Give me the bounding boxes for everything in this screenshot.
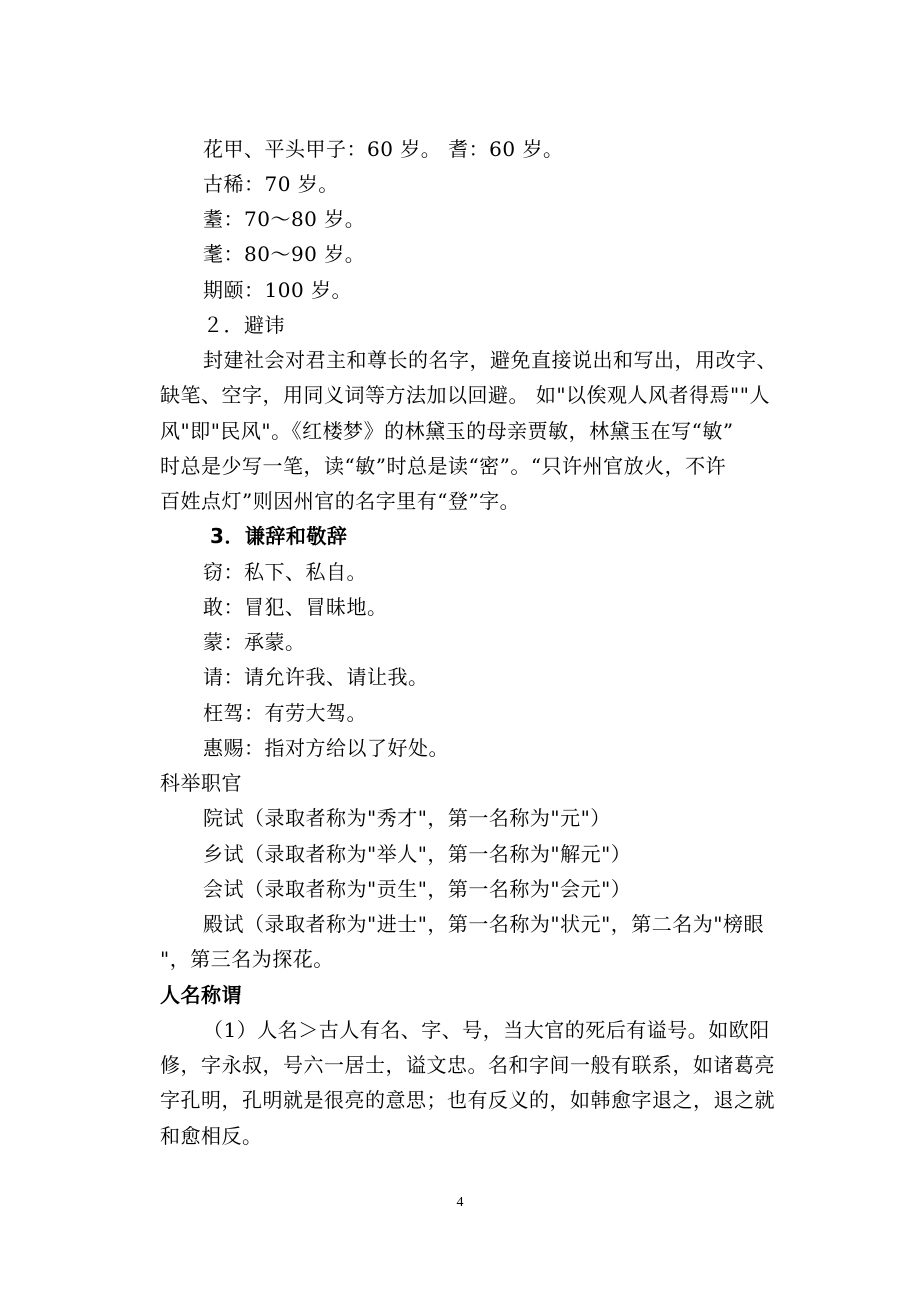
text-line: 耄：80～90 岁。 <box>203 242 366 266</box>
text-line: 字孔明，孔明就是很亮的意思；也有反义的，如韩愈字退之，退之就 <box>160 1088 775 1112</box>
text-line: 请：请允许我、请让我。 <box>203 665 429 689</box>
section-heading: 3．谦辞和敬辞 <box>210 524 348 548</box>
section-heading: 人名称谓 <box>160 983 242 1007</box>
section-heading: ２．避讳 <box>203 313 285 337</box>
text-line: 期颐：100 岁。 <box>203 278 353 302</box>
text-line: 窃：私下、私自。 <box>203 560 367 584</box>
text-line: 耋：70～80 岁。 <box>203 207 366 231</box>
text-line: 时总是少写一笔，读“敏”时总是读“密”。“只许州官放火，不许 <box>160 454 727 478</box>
text-line: 惠赐：指对方给以了好处。 <box>203 736 449 760</box>
section-heading: 科举职官 <box>160 771 242 795</box>
text-line: 会试（录取者称为"贡生"，第一名称为"会元"） <box>203 877 632 901</box>
text-line: 修，字永叔，号六一居士，谥文忠。名和字间一般有联系，如诸葛亮 <box>160 1053 775 1077</box>
text-line: 乡试（录取者称为"举人"，第一名称为"解元"） <box>203 842 632 866</box>
text-line: "，第三名为探花。 <box>160 947 334 971</box>
text-line: 殿试（录取者称为"进士"，第一名称为"状元"，第二名为"榜眼 <box>203 912 764 936</box>
text-line: 古稀：70 岁。 <box>203 172 339 196</box>
text-line: 蒙：承蒙。 <box>203 630 306 654</box>
text-line: 和愈相反。 <box>160 1124 263 1148</box>
text-line: 缺笔、空字，用同义词等方法加以回避。 如"以俟观人风者得焉""人 <box>160 383 770 407</box>
text-line: 封建社会对君主和尊长的名字，避免直接说出和写出，用改字、 <box>203 348 777 372</box>
text-line: 院试（录取者称为"秀才"，第一名称为"元"） <box>203 806 611 830</box>
text-line: 敢：冒犯、冒昧地。 <box>203 595 388 619</box>
page-number: 4 <box>456 1195 464 1210</box>
text-line: 百姓点灯”则因州官的名字里有“登”字。 <box>160 489 521 513</box>
text-line: （1）人名＞古人有名、字、号，当大官的死后有谥号。如欧阳 <box>203 1018 770 1042</box>
text-line: 枉驾：有劳大驾。 <box>203 701 367 725</box>
text-line: 花甲、平头甲子：60 岁。 耆：60 岁。 <box>203 137 564 161</box>
text-line: 风"即"民风"。《红楼梦》的林黛玉的母亲贾敏，林黛玉在写“敏” <box>160 419 734 443</box>
